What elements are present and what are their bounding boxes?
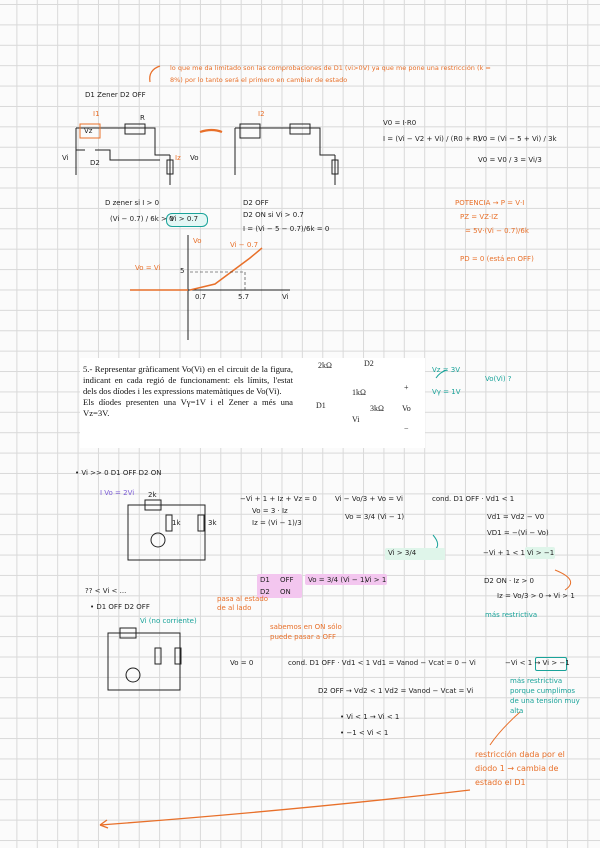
orange-arrow-1 <box>555 570 571 590</box>
table-vi: Vi > 1 <box>365 576 387 584</box>
mas-restrictiva: más restrictiva <box>485 611 538 619</box>
mark-i2: I2 <box>258 110 265 118</box>
graph-label-57: 5.7 <box>238 293 250 301</box>
d2off-title: D2 OFF <box>243 199 269 207</box>
graph-label-vo: Vo <box>193 237 202 245</box>
case2-vo: Vo = 0 <box>230 659 254 667</box>
transition-arrow <box>200 130 222 132</box>
d2off-res2: • −1 < Vi < 1 <box>340 729 389 737</box>
mark-1k: 1k <box>172 519 181 527</box>
side-vz: Vz = 3V <box>432 366 461 374</box>
graph-label-07: 0.7 <box>195 293 207 301</box>
mark-2k: 2k <box>148 491 157 499</box>
case1-res1: Vi − Vo/3 + Vo = Vi <box>335 495 403 503</box>
circ-r3: 3kΩ <box>370 404 384 413</box>
graph-label-vovi: Vo = Vi <box>135 264 161 272</box>
potencia: POTENCIA → P = V·I <box>455 199 525 207</box>
case1-eq2: Vo = 3 · Iz <box>252 507 288 515</box>
table-d1: D1 <box>260 576 270 584</box>
zener-box: Vi > 0.7 <box>170 215 199 223</box>
d2off-res1: • Vi < 1 → Vi < 1 <box>340 713 400 721</box>
pot1: PZ = VZ·IZ <box>460 213 499 221</box>
table-off: OFF <box>280 576 294 584</box>
zener-cond: D zener si I > 0 <box>105 199 160 207</box>
cond-title: cond. D1 OFF · Vd1 < 1 <box>432 495 515 503</box>
table-d2: D2 <box>260 588 270 596</box>
case2-title: ?? < Vi < ... <box>85 587 127 595</box>
mark-vo: Vo <box>190 154 199 162</box>
graph-label-line: Vi − 0.7 <box>230 241 259 249</box>
mark-vz: Vz <box>84 127 93 135</box>
mark-vi: Vi <box>62 154 69 162</box>
circ-r1: 2kΩ <box>318 361 332 370</box>
cond2: VD1 = −(Vi − Vo) <box>487 529 549 537</box>
orange-arrow-2 <box>490 712 520 745</box>
case1-note: I Vo = 2Vi <box>100 489 135 497</box>
pasa-estado: pasa al estado de al lado <box>217 595 269 612</box>
table-vo: Vo = 3/4 (Vi − 1) <box>308 576 368 584</box>
no-corriente: Vi (no corriente) <box>140 617 197 625</box>
circ-vo: Vo <box>402 404 411 413</box>
header-line: D1 Zener D2 OFF <box>85 91 146 99</box>
eq1a: V0 = I·R0 <box>383 119 417 127</box>
mas-restr2: más restrictiva porque cumplimos de una tensión muy alta <box>510 677 580 715</box>
case1-box: Vi > 3/4 <box>388 549 417 557</box>
pot3: PD = 0 (está en OFF) <box>460 255 534 263</box>
note-arrow <box>150 66 160 82</box>
circ-minus: − <box>404 424 409 433</box>
d2off-2: I = (Vi − 5 − 0.7)/6k = 0 <box>243 225 330 233</box>
problem-statement <box>80 358 425 448</box>
zener-ineq: (Vi − 0.7) / 6k > 0 <box>110 215 174 223</box>
circuit-case1 <box>128 500 205 560</box>
circ-d2: D2 <box>364 359 374 368</box>
restriccion: restricción dada por el diodo 1 → cambia de estado el D1 <box>475 750 565 787</box>
side-vgamma: Vγ = 1V <box>432 388 461 396</box>
sabe-on: sabemos en ON sólo puede pasar a OFF <box>270 623 342 641</box>
d2off-1: D2 ON si Vi > 0.7 <box>243 211 304 219</box>
eq1c: V0 = (Vi − 5 + Vi) / 3k <box>478 135 557 143</box>
cond1: Vd1 = Vd2 − V0 <box>487 513 545 521</box>
mark-i1: I1 <box>93 110 100 118</box>
mark-iz: Iz <box>175 154 181 162</box>
eq1b: I = (Vi − V2 + Vi) / (R0 + R) <box>383 135 481 143</box>
cond3: −Vi + 1 < 1 <box>483 549 525 557</box>
case1-eq1: −Vi + 1 + Iz + Vz = 0 <box>240 495 317 503</box>
pot2: = 5V·(Vi − 0.7)/6k <box>465 227 529 235</box>
side-vovi: Vo(Vi) ? <box>485 375 512 383</box>
cond-box: Vi > −1 <box>527 549 555 557</box>
d2on-2: Iz = Vo/3 > 0 → Vi > 1 <box>497 592 575 600</box>
d2off-line: D2 OFF → Vd2 < 1 Vd2 = Vanod − Vcat = Vi <box>318 687 474 695</box>
cond2-line: cond. D1 OFF · Vd1 < 1 Vd1 = Vanod − Vcat = 0 − Vi <box>288 659 476 667</box>
graph-label-5: 5 <box>180 267 185 275</box>
graph-label-vi: Vi <box>282 293 289 301</box>
circuit-case2 <box>108 628 181 690</box>
circ-plus: + <box>404 383 409 392</box>
mark-3k: 3k <box>208 519 217 527</box>
circ-vi: Vi <box>352 415 360 424</box>
table-on: ON <box>280 588 291 596</box>
case1-title: • Vi >> 0 D1 OFF D2 ON <box>75 469 162 477</box>
orange-arrow-3 <box>100 790 470 825</box>
case1-res2: Vo = 3/4 (Vi − 1) <box>345 513 405 521</box>
transfer-graph <box>130 235 290 340</box>
circ-r2: 1kΩ <box>352 388 366 397</box>
eq1d: V0 = V0 / 3 = Vi/3 <box>478 156 542 164</box>
top-note: lo que me da limitado son las comprobaciones de D1 (vi>0V) ya que me pone una restricción (k = 8%) por lo tanto será el primero en cambiar de estado <box>170 64 491 84</box>
case1-eq3: Iz = (Vi − 1)/3 <box>252 519 302 527</box>
circ-d1: D1 <box>316 401 326 410</box>
mark-r: R <box>140 114 145 122</box>
problem-text: 5.- Representar gràficament Vo(Vi) en el circuit de la figura, indicant en cada regió de funcionament: els límits, l'estat dels dos díodes i les expressions matemàtiques de Vo(Vi). Els díodes presenten una Vγ=1V i el Zener a més una Vz=3V. <box>83 364 293 418</box>
circuit-2 <box>235 124 338 185</box>
cond2-res: −Vi < 1 → Vi > −1 <box>505 659 570 667</box>
mark-d2: D2 <box>90 159 100 167</box>
d2on-1: D2 ON · Iz > 0 <box>484 577 534 585</box>
case2-sub: • D1 OFF D2 OFF <box>90 603 150 611</box>
